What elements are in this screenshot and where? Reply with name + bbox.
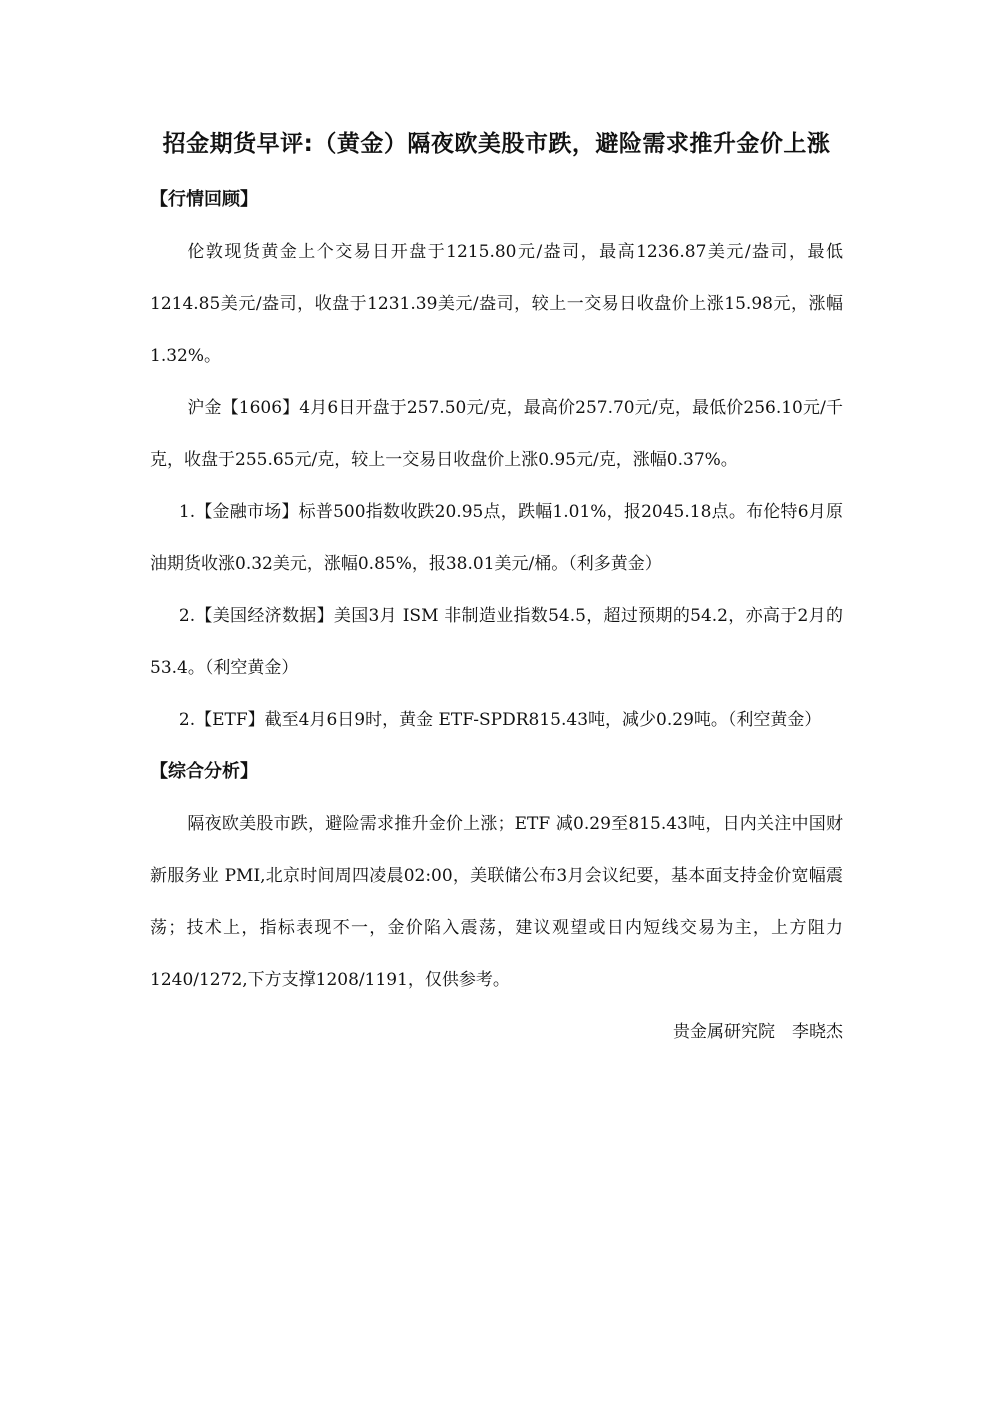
paragraph-shanghai-gold: 沪金【1606】4月6日开盘于257.50元/克，最高价257.70元/克，最低价256.10元/千克，收盘于255.65元/克，较上一交易日收盘价上涨0.95元/克，涨幅0.37%。 (150, 398, 843, 470)
paragraph-analysis: 隔夜欧美股市跌，避险需求推升金价上涨；ETF 减0.29至815.43吨，日内关注中国财新服务业 PMI,北京时间周四凌晨02:00，美联储公布3月会议纪要，基本面支持金价宽幅震荡；技术上，指标表现不一，金价陷入震荡，建议观望或日内短线交易为主，上方阻力1240/1272,下方支撑1208/1191，仅供参考。 (150, 814, 843, 990)
signature: 贵金属研究院 李晓杰 (673, 1022, 843, 1042)
paragraph-london-gold: 伦敦现货黄金上个交易日开盘于1215.80元/盎司，最高1236.87美元/盎司，最低1214.85美元/盎司，收盘于1231.39美元/盎司，较上一交易日收盘价上涨15.98元，涨幅1.32%。 (150, 242, 843, 366)
paragraph-us-economic-data: 2.【美国经济数据】美国3月 ISM 非制造业指数54.5，超过预期的54.2，亦高于2月的53.4。（利空黄金） (150, 606, 843, 678)
paragraph-etf: 2.【ETF】截至4月6日9时，黄金 ETF-SPDR815.43吨，减少0.29吨。（利空黄金） (178, 710, 822, 730)
document-page (150, 118, 843, 1058)
document-title: 招金期货早评:（黄金）隔夜欧美股市跌，避险需求推升金价上涨 (162, 131, 831, 157)
section-heading-market-review: 【行情回顾】 (150, 189, 258, 210)
paragraph-financial-market: 1.【金融市场】标普500指数收跌20.95点，跌幅1.01%，报2045.18点。布伦特6月原油期货收涨0.32美元，涨幅0.85%，报38.01美元/桶。（利多黄金） (150, 502, 843, 574)
section-heading-analysis: 【综合分析】 (150, 761, 258, 782)
